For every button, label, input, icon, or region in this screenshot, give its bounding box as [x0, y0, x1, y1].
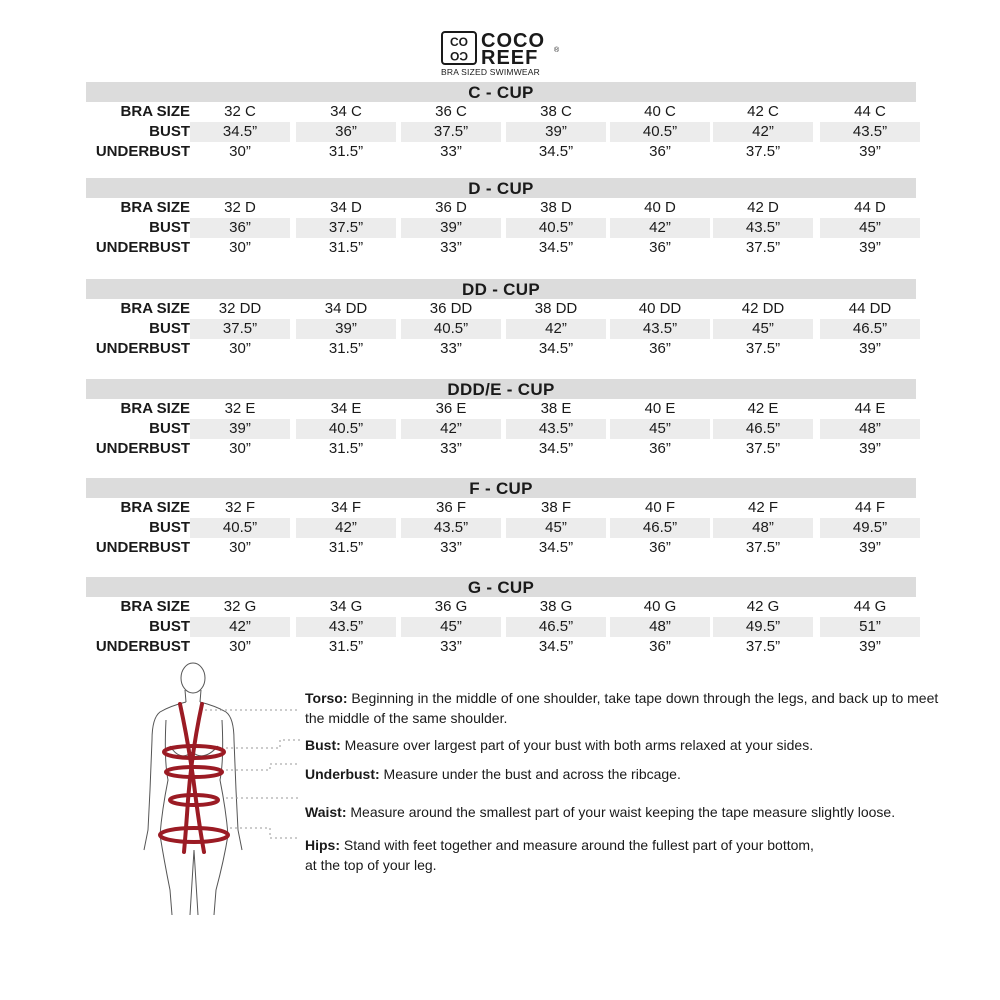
underbust-cell: 30”	[229, 340, 251, 357]
underbust-row	[86, 538, 916, 558]
cup-table	[86, 379, 916, 459]
underbust-cell: 36”	[649, 340, 671, 357]
bra-size-cell: 44 DD	[848, 300, 892, 317]
bra-size-cell: 34 C	[330, 103, 362, 120]
bra-size-cell: 32 G	[223, 598, 257, 615]
underbust-cell: 34.5”	[538, 239, 574, 256]
bust-row	[86, 419, 916, 439]
bra-size-cell: 36 D	[435, 199, 467, 216]
bra-size-cell: 32 F	[224, 499, 255, 516]
bust-row	[86, 218, 916, 238]
bust-row	[86, 122, 916, 142]
bra-size-cell: 34 E	[330, 400, 362, 417]
bust-cell: 43.5”	[610, 319, 710, 339]
bust-cell: 43.5”	[401, 518, 501, 538]
bra-size-cell: 34 D	[330, 199, 362, 216]
bra-size-cell: 32 C	[224, 103, 256, 120]
underbust-row	[86, 238, 916, 258]
hips-text-line2: at the top of your leg.	[305, 857, 437, 873]
cup-header: G - CUP	[86, 577, 916, 597]
bra-size-cell: 42 C	[747, 103, 779, 120]
bust-cell: 43.5”	[713, 218, 813, 238]
bra-size-label: BRA SIZE	[120, 199, 190, 216]
bra-size-cell: 42 F	[747, 499, 778, 516]
waist-instruction	[305, 802, 955, 822]
bra-size-row	[86, 299, 916, 319]
bra-size-cell: 34 DD	[324, 300, 368, 317]
underbust-label: UNDERBUST	[95, 638, 190, 655]
bust-cell: 40.5”	[610, 122, 710, 142]
cup-header: DD - CUP	[86, 279, 916, 299]
bust-cell: 36”	[296, 122, 396, 142]
bust-cell: 42”	[190, 617, 290, 637]
bra-size-cell: 34 G	[329, 598, 363, 615]
underbust-cell: 39”	[859, 239, 881, 256]
bust-cell: 40.5”	[296, 419, 396, 439]
underbust-cell: 36”	[649, 143, 671, 160]
cup-header: D - CUP	[86, 178, 916, 198]
bra-size-row	[86, 198, 916, 218]
underbust-cell: 37.5”	[745, 239, 781, 256]
torso-instruction	[305, 688, 955, 728]
underbust-cell: 31.5”	[328, 440, 364, 457]
svg-text:CO: CO	[450, 35, 468, 49]
underbust-instruction	[305, 764, 955, 784]
bust-cell: 39”	[296, 319, 396, 339]
bust-cell: 43.5”	[820, 122, 920, 142]
bra-size-cell: 36 C	[435, 103, 467, 120]
bust-cell: 45”	[713, 319, 813, 339]
bra-size-cell: 42 G	[746, 598, 780, 615]
bust-label: BUST	[149, 320, 190, 337]
bra-size-cell: 38 F	[540, 499, 571, 516]
underbust-cell: 36”	[649, 440, 671, 457]
bra-size-cell: 40 E	[644, 400, 676, 417]
bust-cell: 46.5”	[820, 319, 920, 339]
underbust-cell: 37.5”	[745, 638, 781, 655]
bust-row	[86, 518, 916, 538]
bra-size-cell: 36 E	[435, 400, 467, 417]
bra-size-cell: 40 F	[644, 499, 675, 516]
bust-cell: 40.5”	[506, 218, 606, 238]
underbust-cell: 34.5”	[538, 143, 574, 160]
underbust-cell: 30”	[229, 239, 251, 256]
underbust-label: UNDERBUST	[95, 143, 190, 160]
hips-term: Hips:	[305, 837, 340, 853]
bra-size-cell: 38 C	[540, 103, 572, 120]
cup-table	[86, 577, 916, 657]
bust-cell: 39”	[506, 122, 606, 142]
waist-text: Measure around the smallest part of your waist keeping the tape measure slightly loose.	[346, 804, 896, 820]
body-measurement-illustration	[130, 660, 300, 920]
bust-row	[86, 319, 916, 339]
bust-cell: 37.5”	[190, 319, 290, 339]
bust-cell: 42”	[401, 419, 501, 439]
cup-table	[86, 279, 916, 359]
bra-size-label: BRA SIZE	[120, 499, 190, 516]
bust-cell: 45”	[506, 518, 606, 538]
bust-cell: 37.5”	[401, 122, 501, 142]
underbust-cell: 31.5”	[328, 340, 364, 357]
bust-label: BUST	[149, 219, 190, 236]
svg-text:CO: CO	[450, 49, 468, 63]
waist-term: Waist:	[305, 804, 347, 820]
bra-size-cell: 44 E	[854, 400, 886, 417]
underbust-cell: 33”	[440, 143, 462, 160]
bra-size-cell: 44 G	[853, 598, 887, 615]
underbust-cell: 31.5”	[328, 239, 364, 256]
underbust-cell: 39”	[859, 539, 881, 556]
coco-reef-logo	[441, 27, 561, 77]
cup-table	[86, 82, 916, 162]
bust-cell: 48”	[713, 518, 813, 538]
hips-text: Stand with feet together and measure around the fullest part of your bottom,	[340, 837, 814, 853]
logo-tagline: BRA SIZED SWIMWEAR	[441, 67, 540, 77]
bra-size-cell: 38 D	[540, 199, 572, 216]
bra-size-cell: 40 C	[644, 103, 676, 120]
bust-cell: 46.5”	[610, 518, 710, 538]
bra-size-cell: 44 F	[854, 499, 885, 516]
bust-cell: 42”	[506, 319, 606, 339]
bra-size-cell: 38 G	[539, 598, 573, 615]
hips-instruction	[305, 835, 955, 875]
underbust-row	[86, 637, 916, 657]
underbust-cell: 31.5”	[328, 143, 364, 160]
underbust-cell: 34.5”	[538, 340, 574, 357]
underbust-label: UNDERBUST	[95, 239, 190, 256]
bust-cell: 37.5”	[296, 218, 396, 238]
torso-text-line2: the middle of the same shoulder.	[305, 710, 508, 726]
bra-size-cell: 42 E	[747, 400, 779, 417]
bust-row	[86, 617, 916, 637]
bust-cell: 45”	[401, 617, 501, 637]
underbust-cell: 36”	[649, 539, 671, 556]
underbust-cell: 33”	[440, 638, 462, 655]
underbust-cell: 34.5”	[538, 440, 574, 457]
bra-size-row	[86, 597, 916, 617]
bust-label: BUST	[149, 123, 190, 140]
underbust-cell: 30”	[229, 638, 251, 655]
underbust-cell: 30”	[229, 539, 251, 556]
bust-cell: 48”	[610, 617, 710, 637]
bra-size-label: BRA SIZE	[120, 103, 190, 120]
underbust-label: UNDERBUST	[95, 539, 190, 556]
bra-size-cell: 36 G	[434, 598, 468, 615]
underbust-cell: 39”	[859, 638, 881, 655]
bust-cell: 49.5”	[820, 518, 920, 538]
underbust-cell: 33”	[440, 440, 462, 457]
torso-term: Torso:	[305, 690, 348, 706]
underbust-row	[86, 339, 916, 359]
bust-cell: 48”	[820, 419, 920, 439]
underbust-cell: 33”	[440, 539, 462, 556]
cup-header: DDD/E - CUP	[86, 379, 916, 399]
torso-text: Beginning in the middle of one shoulder, take tape down through the legs, and back up to meet	[347, 690, 939, 706]
bust-cell: 39”	[190, 419, 290, 439]
bra-size-label: BRA SIZE	[120, 300, 190, 317]
underbust-cell: 31.5”	[328, 539, 364, 556]
bra-size-cell: 40 D	[644, 199, 676, 216]
bust-cell: 42”	[610, 218, 710, 238]
underbust-cell: 31.5”	[328, 638, 364, 655]
bust-text: Measure over largest part of your bust with both arms relaxed at your sides.	[340, 737, 814, 753]
bra-size-row	[86, 498, 916, 518]
bra-size-cell: 36 DD	[429, 300, 473, 317]
bust-cell: 45”	[820, 218, 920, 238]
underbust-term: Underbust:	[305, 766, 380, 782]
bra-size-cell: 32 E	[224, 400, 256, 417]
underbust-cell: 30”	[229, 440, 251, 457]
bust-cell: 36”	[190, 218, 290, 238]
bra-size-row	[86, 399, 916, 419]
coco-logo-mark-icon	[441, 31, 477, 65]
bust-cell: 45”	[610, 419, 710, 439]
cup-header: F - CUP	[86, 478, 916, 498]
bust-cell: 43.5”	[506, 419, 606, 439]
underbust-label: UNDERBUST	[95, 440, 190, 457]
bust-cell: 46.5”	[713, 419, 813, 439]
bust-label: BUST	[149, 519, 190, 536]
underbust-cell: 39”	[859, 143, 881, 160]
underbust-cell: 34.5”	[538, 539, 574, 556]
underbust-text: Measure under the bust and across the ribcage.	[379, 766, 681, 782]
underbust-cell: 36”	[649, 638, 671, 655]
bust-instruction	[305, 735, 955, 755]
underbust-cell: 33”	[440, 239, 462, 256]
logo-registered-mark: ®	[554, 47, 560, 54]
underbust-cell: 34.5”	[538, 638, 574, 655]
cup-table	[86, 478, 916, 558]
bust-cell: 49.5”	[713, 617, 813, 637]
bust-cell: 51”	[820, 617, 920, 637]
bust-term: Bust:	[305, 737, 341, 753]
underbust-cell: 39”	[859, 340, 881, 357]
bust-cell: 39”	[401, 218, 501, 238]
bra-size-cell: 38 E	[540, 400, 572, 417]
bra-size-cell: 34 F	[330, 499, 361, 516]
underbust-cell: 37.5”	[745, 539, 781, 556]
cup-header: C - CUP	[86, 82, 916, 102]
bust-cell: 43.5”	[296, 617, 396, 637]
underbust-cell: 30”	[229, 143, 251, 160]
underbust-label: UNDERBUST	[95, 340, 190, 357]
logo-name-line2: REEF	[481, 47, 539, 69]
underbust-cell: 37.5”	[745, 143, 781, 160]
bra-size-cell: 44 C	[854, 103, 886, 120]
bust-label: BUST	[149, 420, 190, 437]
bra-size-cell: 42 DD	[741, 300, 785, 317]
underbust-cell: 36”	[649, 239, 671, 256]
underbust-cell: 39”	[859, 440, 881, 457]
underbust-cell: 37.5”	[745, 340, 781, 357]
cup-table	[86, 178, 916, 258]
bust-cell: 46.5”	[506, 617, 606, 637]
bust-cell: 42”	[713, 122, 813, 142]
logo-name-line1: COCO	[481, 30, 545, 52]
bra-size-row	[86, 102, 916, 122]
underbust-row	[86, 142, 916, 162]
bust-label: BUST	[149, 618, 190, 635]
bra-size-cell: 40 DD	[638, 300, 682, 317]
bra-size-label: BRA SIZE	[120, 400, 190, 417]
bust-cell: 42”	[296, 518, 396, 538]
bra-size-cell: 44 D	[854, 199, 886, 216]
bust-cell: 34.5”	[190, 122, 290, 142]
bra-size-cell: 36 F	[435, 499, 466, 516]
bra-size-cell: 40 G	[643, 598, 677, 615]
bra-size-cell: 38 DD	[534, 300, 578, 317]
underbust-row	[86, 439, 916, 459]
underbust-cell: 37.5”	[745, 440, 781, 457]
bust-cell: 40.5”	[190, 518, 290, 538]
bra-size-cell: 32 D	[224, 199, 256, 216]
bust-cell: 40.5”	[401, 319, 501, 339]
underbust-cell: 33”	[440, 340, 462, 357]
bra-size-label: BRA SIZE	[120, 598, 190, 615]
bra-size-cell: 42 D	[747, 199, 779, 216]
bra-size-cell: 32 DD	[218, 300, 262, 317]
